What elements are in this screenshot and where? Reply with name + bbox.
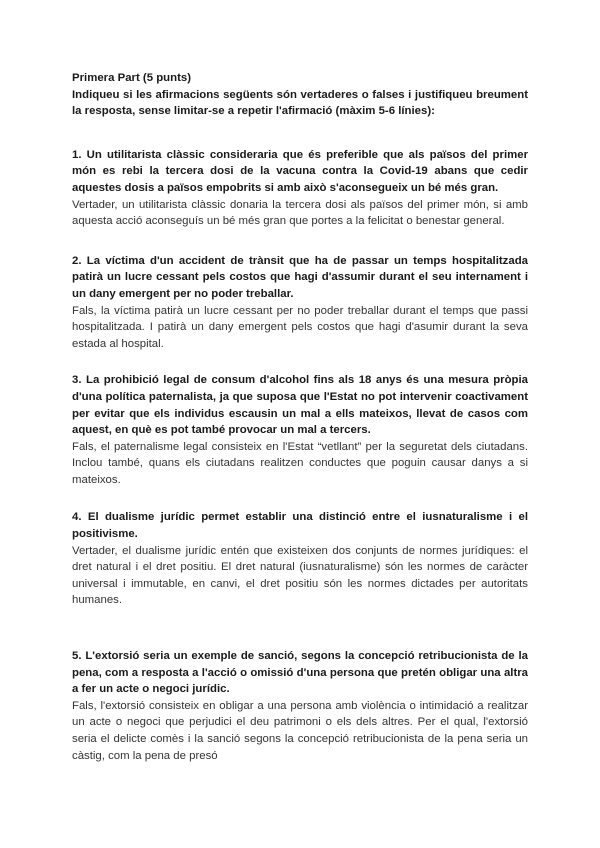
- question-5: [72, 648, 528, 764]
- question-statement: 3. La prohibició legal de consum d'alcohol fins als 18 anys és una mesura pròpia d'una política paternalista, ja que suposa que l'Estat no pot intervenir coactivament per evitar que els individus escausin un mal a ells mateixos, llevat de casos com aquest, en què es pot també provocar un mal a tercers.: [72, 374, 528, 437]
- question-answer: Fals, el paternalisme legal consisteix en l'Estat “vetllant” per la seguretat dels ciutadans. Inclou també, quans els ciutadans realitzen conductes que poguin causar danys a si mateixos.: [72, 440, 528, 486]
- question-2: [72, 253, 528, 353]
- section-instructions: Indiqueu si les afirmacions següents són vertaderes o falses i justifiqueu breument la resposta, sense limitar-se a repetir l'afirmació (màxim 5-6 línies):: [72, 88, 528, 118]
- question-answer: Vertader, un utilitarista clàssic donaria la tercera dosi als països del primer món, si amb aquesta acció aconseguís un bé més gran que portes a la felicitat o benestar general.: [72, 198, 528, 228]
- question-statement: 1. Un utilitarista clàssic consideraria que és preferible que als països del primer món es rebi la tercera dosi de la vacuna contra la Covid-19 abans que cedir aquestes dosis a països empobrits si amb això s'aconsegueix un bé més gran.: [72, 148, 528, 194]
- question-statement: 4. El dualisme jurídic permet establir una distinció entre el iusnaturalisme i el positivisme.: [72, 511, 528, 541]
- question-statement: 5. L'extorsió seria un exemple de sanció, segons la concepció retribucionista de la pena, com a resposta a l'acció o omissió d'una persona que pretén obligar una altra a fer un acte o negoci jurídic.: [72, 650, 528, 696]
- question-statement: 2. La víctima d'un accident de trànsit que ha de passar un temps hospitalitzada patirà un lucre cessant pels costos que hagi d'assumir durant el seu internament i un dany emergent per no poder treballar.: [72, 254, 528, 300]
- question-1: [72, 147, 528, 230]
- question-3: [72, 372, 528, 488]
- question-4: [72, 509, 528, 609]
- question-answer: Fals, l'extorsió consisteix en obligar a una persona amb violència o intimidació a realitzar un acte o negoci que perjudici el deu patrimoni o els dels altres. Per el qual, l'extorsió seria el delicte comès i la sanció segons la concepció retribucionista de la pena seria un càstig, com la pena de presó: [72, 699, 528, 762]
- document-content: [72, 70, 528, 764]
- section-title: Primera Part (5 punts): [72, 72, 192, 84]
- question-answer: Vertader, el dualisme jurídic entén que existeixen dos conjunts de normes jurídiques: el dret natural i el dret positiu. El dret natural (iusnaturalisme) són les normes de caràcter universal i immutable, en canvi, el dret positiu són les normes dictades per autoritats humanes.: [72, 544, 528, 607]
- question-answer: Fals, la víctima patirà un lucre cessant per no poder treballar durant el temps que passi hospitalitzada. I patirà un dany emergent pels costos que hagi d'asumir durant la seva estada al hospital.: [72, 304, 528, 350]
